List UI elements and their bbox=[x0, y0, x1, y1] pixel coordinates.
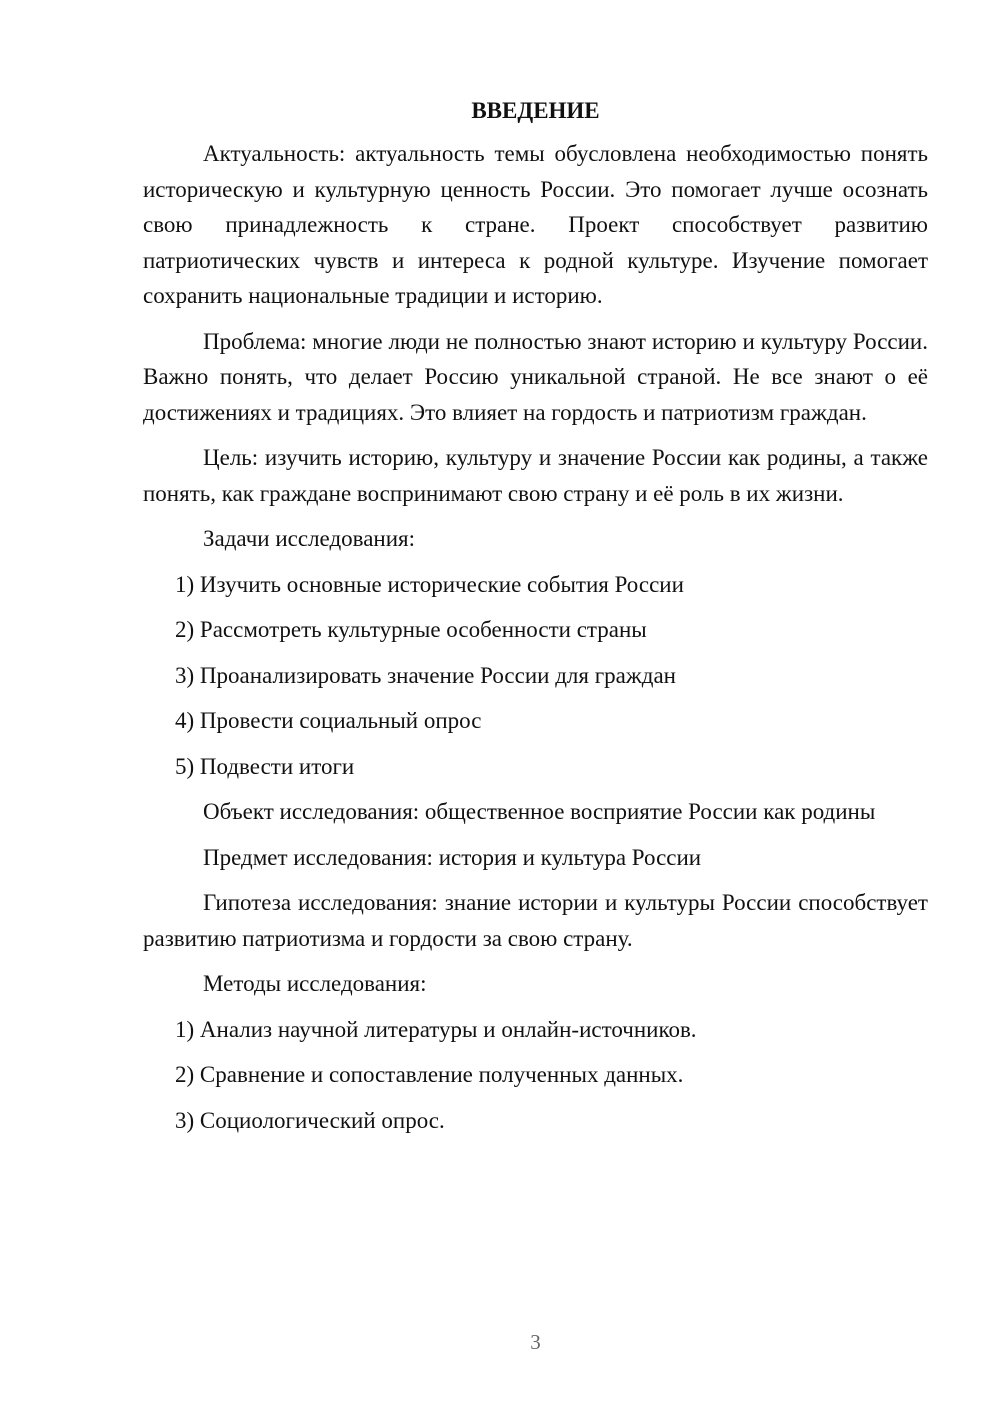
hypothesis-paragraph: Гипотеза исследования: знание истории и культуры России способствует развитию патриотизма и гордости за свою страну. bbox=[143, 890, 928, 951]
page-title: ВВЕДЕНИЕ bbox=[471, 98, 600, 123]
page-number: 3 bbox=[530, 1330, 541, 1354]
methods-heading: Методы исследования: bbox=[203, 971, 427, 996]
goal-paragraph: Цель: изучить историю, культуру и значение России как родины, а также понять, как граждане воспринимают свою страну и её роль в их жизни. bbox=[143, 445, 928, 506]
list-item: 1) Изучить основные исторические события России bbox=[175, 571, 684, 597]
list-item: 5) Подвести итоги bbox=[175, 753, 355, 779]
tasks-heading: Задачи исследования: bbox=[203, 526, 416, 551]
list-item: 2) Рассмотреть культурные особенности страны bbox=[175, 617, 647, 642]
research-object: Объект исследования: общественное восприятие России как родины bbox=[203, 799, 876, 824]
research-subject: Предмет исследования: история и культура России bbox=[203, 844, 702, 870]
list-item: 2) Сравнение и сопоставление полученных данных. bbox=[175, 1062, 684, 1087]
problem-paragraph: Проблема: многие люди не полностью знают историю и культуру России. Важно понять, что делает Россию уникальной страной. Не все знают о её достижениях и традициях. Это влияет на гордость и патриотизм граждан. bbox=[143, 328, 928, 425]
methods-list bbox=[143, 1012, 928, 1139]
tasks-list bbox=[143, 567, 928, 785]
relevance-paragraph: Актуальность: актуальность темы обусловлена необходимостью понять историческую и культурную ценность России. Это помогает лучше осознать свою принадлежность к стране. Проект способствует развитию патриотических чувств и интереса к родной культуре. Изучение помогает сохранить национальные традиции и историю. bbox=[143, 141, 928, 308]
list-item: 3) Проанализировать значение России для граждан bbox=[175, 662, 676, 688]
list-item: 3) Социологический опрос. bbox=[175, 1107, 445, 1133]
list-item: 1) Анализ научной литературы и онлайн-источников. bbox=[175, 1016, 697, 1042]
list-item: 4) Провести социальный опрос bbox=[175, 708, 482, 733]
